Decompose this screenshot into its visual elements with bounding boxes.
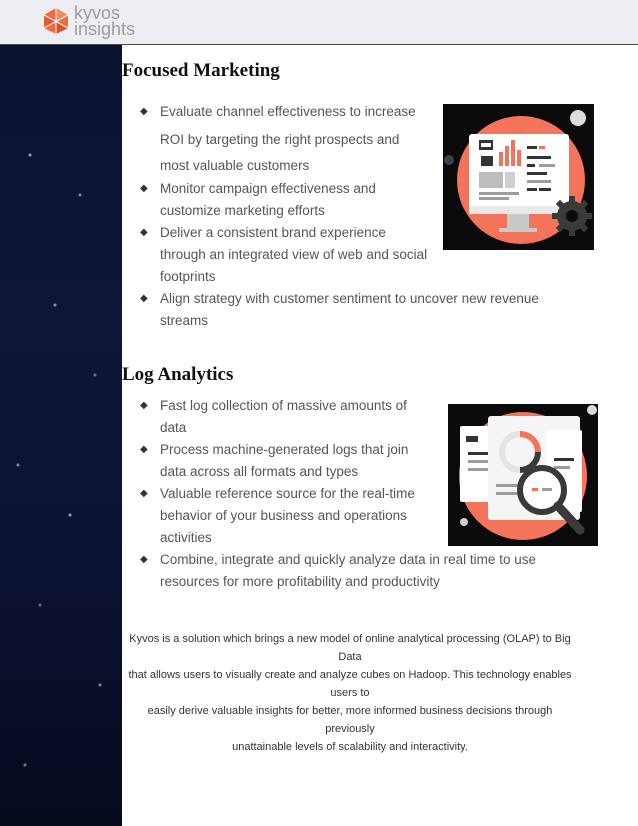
list-item <box>140 549 536 593</box>
description-line: easily derive valuable insights for better, more informed business decisions through previously <box>147 705 553 735</box>
diamond-bullet-icon: ◆ <box>140 183 148 194</box>
kyvos-description <box>122 630 578 756</box>
monitor-magnifier-illustration <box>448 404 598 546</box>
diamond-bullet-icon: ◆ <box>140 227 148 238</box>
starfield-sidebar <box>0 45 122 826</box>
bullet-text: behavior of your business and operations <box>160 508 407 523</box>
diamond-bullet-icon: ◆ <box>140 444 148 455</box>
bullet-text: customize marketing efforts <box>160 203 325 218</box>
bullet-text: Valuable reference source for the real-time <box>160 486 415 501</box>
bullet-text: Evaluate channel effectiveness to increase <box>160 104 416 119</box>
bullet-text: footprints <box>160 269 216 284</box>
bullet-text: Process machine-generated logs that join <box>160 442 409 457</box>
description-line: Kyvos is a solution which brings a new model of online analytical processing (OLAP) to Big Data <box>129 633 571 663</box>
description-line: unattainable levels of scalability and interactivity. <box>232 741 468 753</box>
description-line: that allows users to visually create and analyze cubes on Hadoop. This technology enables users to <box>128 669 572 699</box>
bullet-text: Fast log collection of massive amounts of <box>160 398 407 413</box>
brand-name <box>74 5 135 37</box>
page-header <box>0 0 638 45</box>
monitor-chart-gear-illustration <box>443 104 594 250</box>
diamond-bullet-icon: ◆ <box>140 554 148 565</box>
kyvos-logo-icon <box>42 7 70 35</box>
diamond-bullet-icon: ◆ <box>140 400 148 411</box>
brand-line-2: insights <box>74 19 136 39</box>
section-title-log-analytics: Log Analytics <box>122 364 234 385</box>
section-title-focused-marketing: Focused Marketing <box>122 60 280 81</box>
bullet-text: most valuable customers <box>160 158 310 173</box>
bullet-text: Combine, integrate and quickly analyze data in real time to use <box>160 552 536 567</box>
diamond-bullet-icon: ◆ <box>140 488 148 499</box>
bullet-text: streams <box>160 313 209 328</box>
bullet-text: ROI by targeting the right prospects and <box>160 132 400 147</box>
bullet-text: data <box>160 420 187 435</box>
bullet-text: Deliver a consistent brand experience <box>160 225 386 240</box>
bullet-text: through an integrated view of web and social <box>160 247 428 262</box>
brand-line-1: kyvos <box>74 3 121 23</box>
bullet-text: data across all formats and types <box>160 464 359 479</box>
bullet-text: Align strategy with customer sentiment to uncover new revenue <box>160 291 539 306</box>
list-item <box>140 288 539 332</box>
brand-logo[interactable] <box>42 4 135 38</box>
diamond-bullet-icon: ◆ <box>140 106 148 117</box>
bullet-text: activities <box>160 530 212 545</box>
diamond-bullet-icon: ◆ <box>140 293 148 304</box>
bullet-text: Monitor campaign effectiveness and <box>160 181 376 196</box>
bullet-text: resources for more profitability and productivity <box>160 574 440 589</box>
